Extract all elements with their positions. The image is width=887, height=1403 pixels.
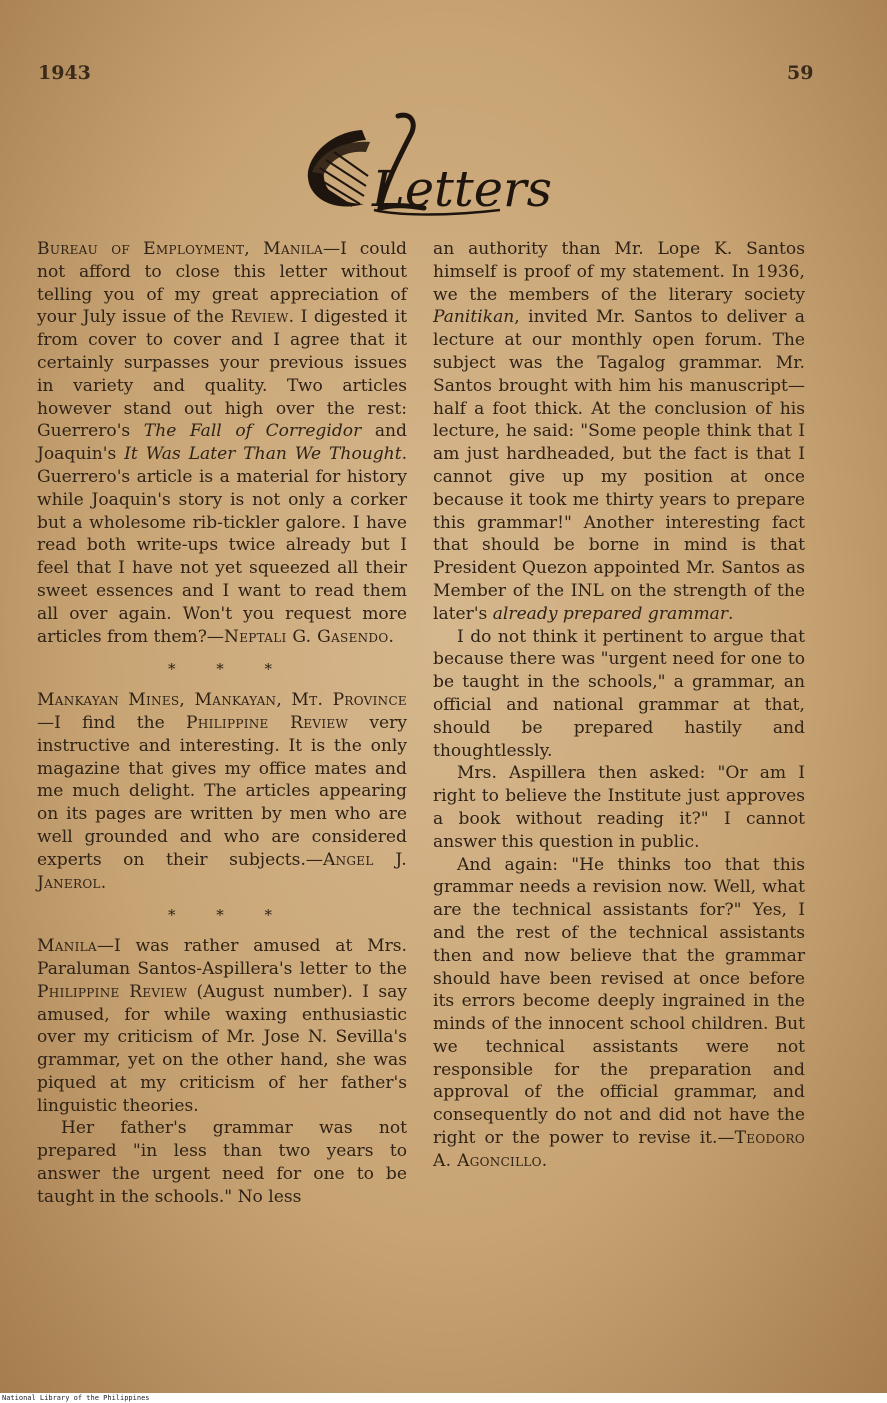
letter-signature: Teodoro A. Agoncillo. (433, 1128, 805, 1171)
footer-credit: National Library of the Philippines (0, 1393, 887, 1403)
page-year: 1943 (38, 62, 91, 84)
page-number: 59 (787, 62, 814, 84)
column-right (433, 238, 805, 1173)
column-left (37, 238, 407, 1209)
letters-masthead-logo (300, 112, 560, 222)
paragraph: Her father's grammar was not prepared "in less than two years to answer the urgent need for one to be taught in the schools." No less (37, 1118, 407, 1207)
society-name: Panitikan (433, 307, 515, 328)
article-title: It Was Later Than We Thought (124, 444, 402, 465)
paragraph: And again: "He thinks too that this grammar needs a revision now. Well, what are the technical assistants for?" Yes, I and the rest of the technical assistants then and now believe that the grammar should have been revised at once before its errors become deeply ingrained in the minds of the innocent school children. But we technical assistants were not responsible for the preparation and approval of the official grammar, and consequently do not and did not have the right or the power to revise it.—Teodoro A. Agoncillo. (433, 854, 805, 1171)
letter-mankayan: Mankayan Mines, Mankayan, Mt. Province—I find the Philippine Review very instructive and interesting. It is the only magazine that gives my office mates and me much delight. The articles appearing on its pages are written by men who are well grounded and who are considered experts on their subjects.—Angel J. Janerol. (37, 690, 407, 893)
separator: * * * (167, 660, 291, 679)
paragraph: I do not think it pertinent to argue that because there was "urgent need for one to be taught in the schools," a grammar, an official and national grammar at that, should be prepared hastily and thoughtlessly. (433, 626, 805, 761)
magazine-name: Philippine Review (37, 981, 188, 1002)
letter-placeline: Manila (37, 936, 97, 957)
magazine-name: Philippine Review (186, 712, 349, 733)
paragraph: an authority than Mr. Lope K. Santos himself is proof of my statement. In 1936, we the members of the literary society Panitikan, invited Mr. Santos to deliver a lecture at our monthly open forum. The subject was the Tagalog grammar. Mr. Santos brought with him his manuscript—half a foot thick. At the conclusion of his lecture, he said: "Some people think that I am just hardheaded, but the fact is that I cannot give up my position at once because it took me thirty years to prepare this grammar!" Another interesting fact that should be borne in mind is that President Quezon appointed Mr. Santos as Member of the INL on the strength of the later's already prepared grammar. (433, 239, 805, 624)
letter-placeline: Bureau of Employment, Manila (37, 239, 323, 259)
letter-signature: Angel J. Janerol. (37, 849, 407, 893)
letter-employment: Bureau of Employment, Manila—I could not afford to close this letter without telling you of my great appreciation of your July issue of the Review. I digested it from cover to cover and I agree that it certainly surpasses your previous issues in variety and quality. Two articles however stand out high over the rest: Guerrero's The Fall of Corregidor and Joaquin's It Was Later Than We Thought. Guerrero's article is a material for history while Joaquin's story is not only a corker but a wholesome rib-tickler galore. I have read both write-ups twice already but I feel that I have not yet squeezed all their sweet essences and I want to read them all over again. Won't you request more articles from them?—Neptali G. Gasendo. (37, 239, 408, 647)
article-title: The Fall of Corregidor (143, 421, 362, 442)
letter-signature: Neptali G. Gasendo. (223, 626, 395, 647)
separator: * * * (167, 906, 291, 925)
paragraph: Mrs. Aspillera then asked: "Or am I right to believe the Institute just approves a book without reading it?" I cannot answer this question in public. (433, 763, 805, 852)
letter-placeline: Mankayan Mines, Mankayan, Mt. Province (37, 690, 407, 711)
emphasis: already prepared grammar (492, 603, 729, 624)
masthead-title: Letters (371, 160, 552, 218)
letter-manila: Manila—I was rather amused at Mrs. Paraluman Santos-Aspillera's letter to the Philippine Review (August number). I say amused, for while waxing enthusiastic over my criticism of Mr. Jose N. Sevilla's grammar, yet on the other hand, she was piqued at my criticism of her father's linguistic theories. (37, 936, 407, 1116)
magazine-name: Review (230, 307, 289, 328)
